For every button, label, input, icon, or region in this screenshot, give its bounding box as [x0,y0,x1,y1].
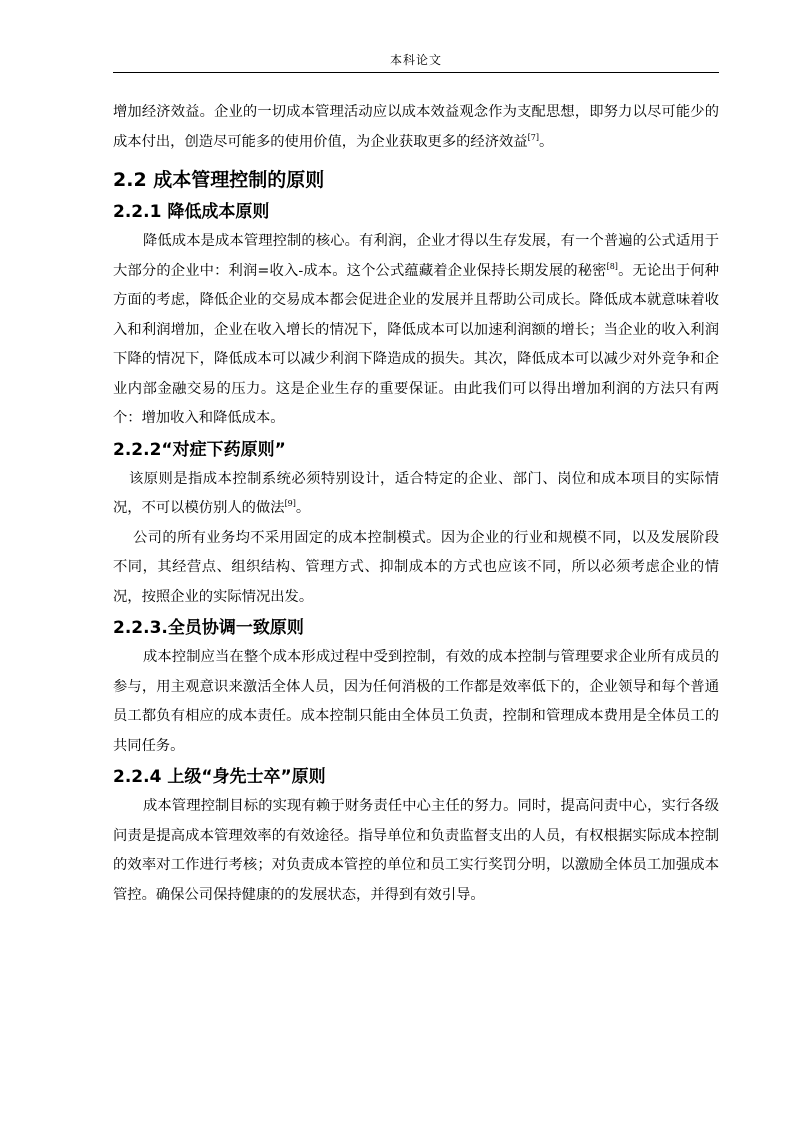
section-heading-2-2: 2.2 成本管理控制的原则 [113,169,325,191]
citation-8: [8] [606,261,618,271]
document-body [113,98,719,910]
intro-paragraph: 增加经济效益。企业的一切成本管理活动应以成本效益观念作为支配思想，即努力以尽可能少的成本付出，创造尽可能多的使用价值，为企业获取更多的经济效益[7]。 [113,104,719,150]
subsection-heading-2-2-4: 2.2.4 上级“身先士卒”原则 [113,767,326,787]
paragraph-2-2-4: 成本管理控制目标的实现有赖于财务责任中心主任的努力。同时，提高问责中心，实行各级问责是提高成本管理效率的有效途径。指导单位和负责监督支出的人员，有权根据实际成本控制的效率对工作进行考核；对负责成本管控的单位和员工实行奖罚分明，以激励全体员工加强成本管控。确保公司保持健康的的发展状态，并得到有效引导。 [113,798,719,903]
paragraph-2-2-2-b: 公司的所有业务均不采用固定的成本控制模式。因为企业的行业和规模不同，以及发展阶段不同，其经营点、组织结构、管理方式、抑制成本的方式也应该不同，所以必须考虑企业的情况，按照企业的实际情况出发。 [113,529,719,605]
subsection-heading-2-2-2: 2.2.2“对症下药原则” [113,439,286,460]
subsection-heading-2-2-1: 2.2.1 降低成本原则 [113,202,270,222]
citation-7: [7] [527,132,539,142]
paragraph-2-2-2-a: 该原则是指成本控制系统必须特别设计，适合特定的企业、部门、岗位和成本项目的实际情况，不可以模仿别人的做法[9]。 [113,470,719,516]
paragraph-2-2-3: 成本控制应当在整个成本形成过程中受到控制，有效的成本控制与管理要求企业所有成员的参与，用主观意识来激活全体人员，因为任何消极的工作都是效率低下的，企业领导和每个普通员工都负有相应的成本责任。成本控制只能由全体员工负责，控制和管理成本费用是全体员工的共同任务。 [113,649,719,754]
paragraph-2-2-1: 降低成本是成本管理控制的核心。有利润，企业才得以生存发展，有一个普遍的公式适用于大部分的企业中：利润=收入-成本。这个公式蕴藏着企业保持长期发展的秘密[8]。无论出于何种方面的考虑，降低企业的交易成本都会促进企业的发展并且帮助公司成长。降低成本就意味着收入和利润增加，企业在收入增长的情况下，降低成本可以加速利润额的增长；当企业的收入利润下降的情况下，降低成本可以减少利润下降造成的损失。其次，降低成本可以减少对外竞争和企业内部金融交易的压力。这是企业生存的重要保证。由此我们可以得出增加利润的方法只有两个：增加收入和降低成本。 [113,233,719,426]
header-rule [113,72,719,73]
subsection-heading-2-2-3: 2.2.3.全员协调一致原则 [113,618,304,638]
citation-9: [9] [284,499,296,509]
page-header: 本科论文 [389,53,442,67]
